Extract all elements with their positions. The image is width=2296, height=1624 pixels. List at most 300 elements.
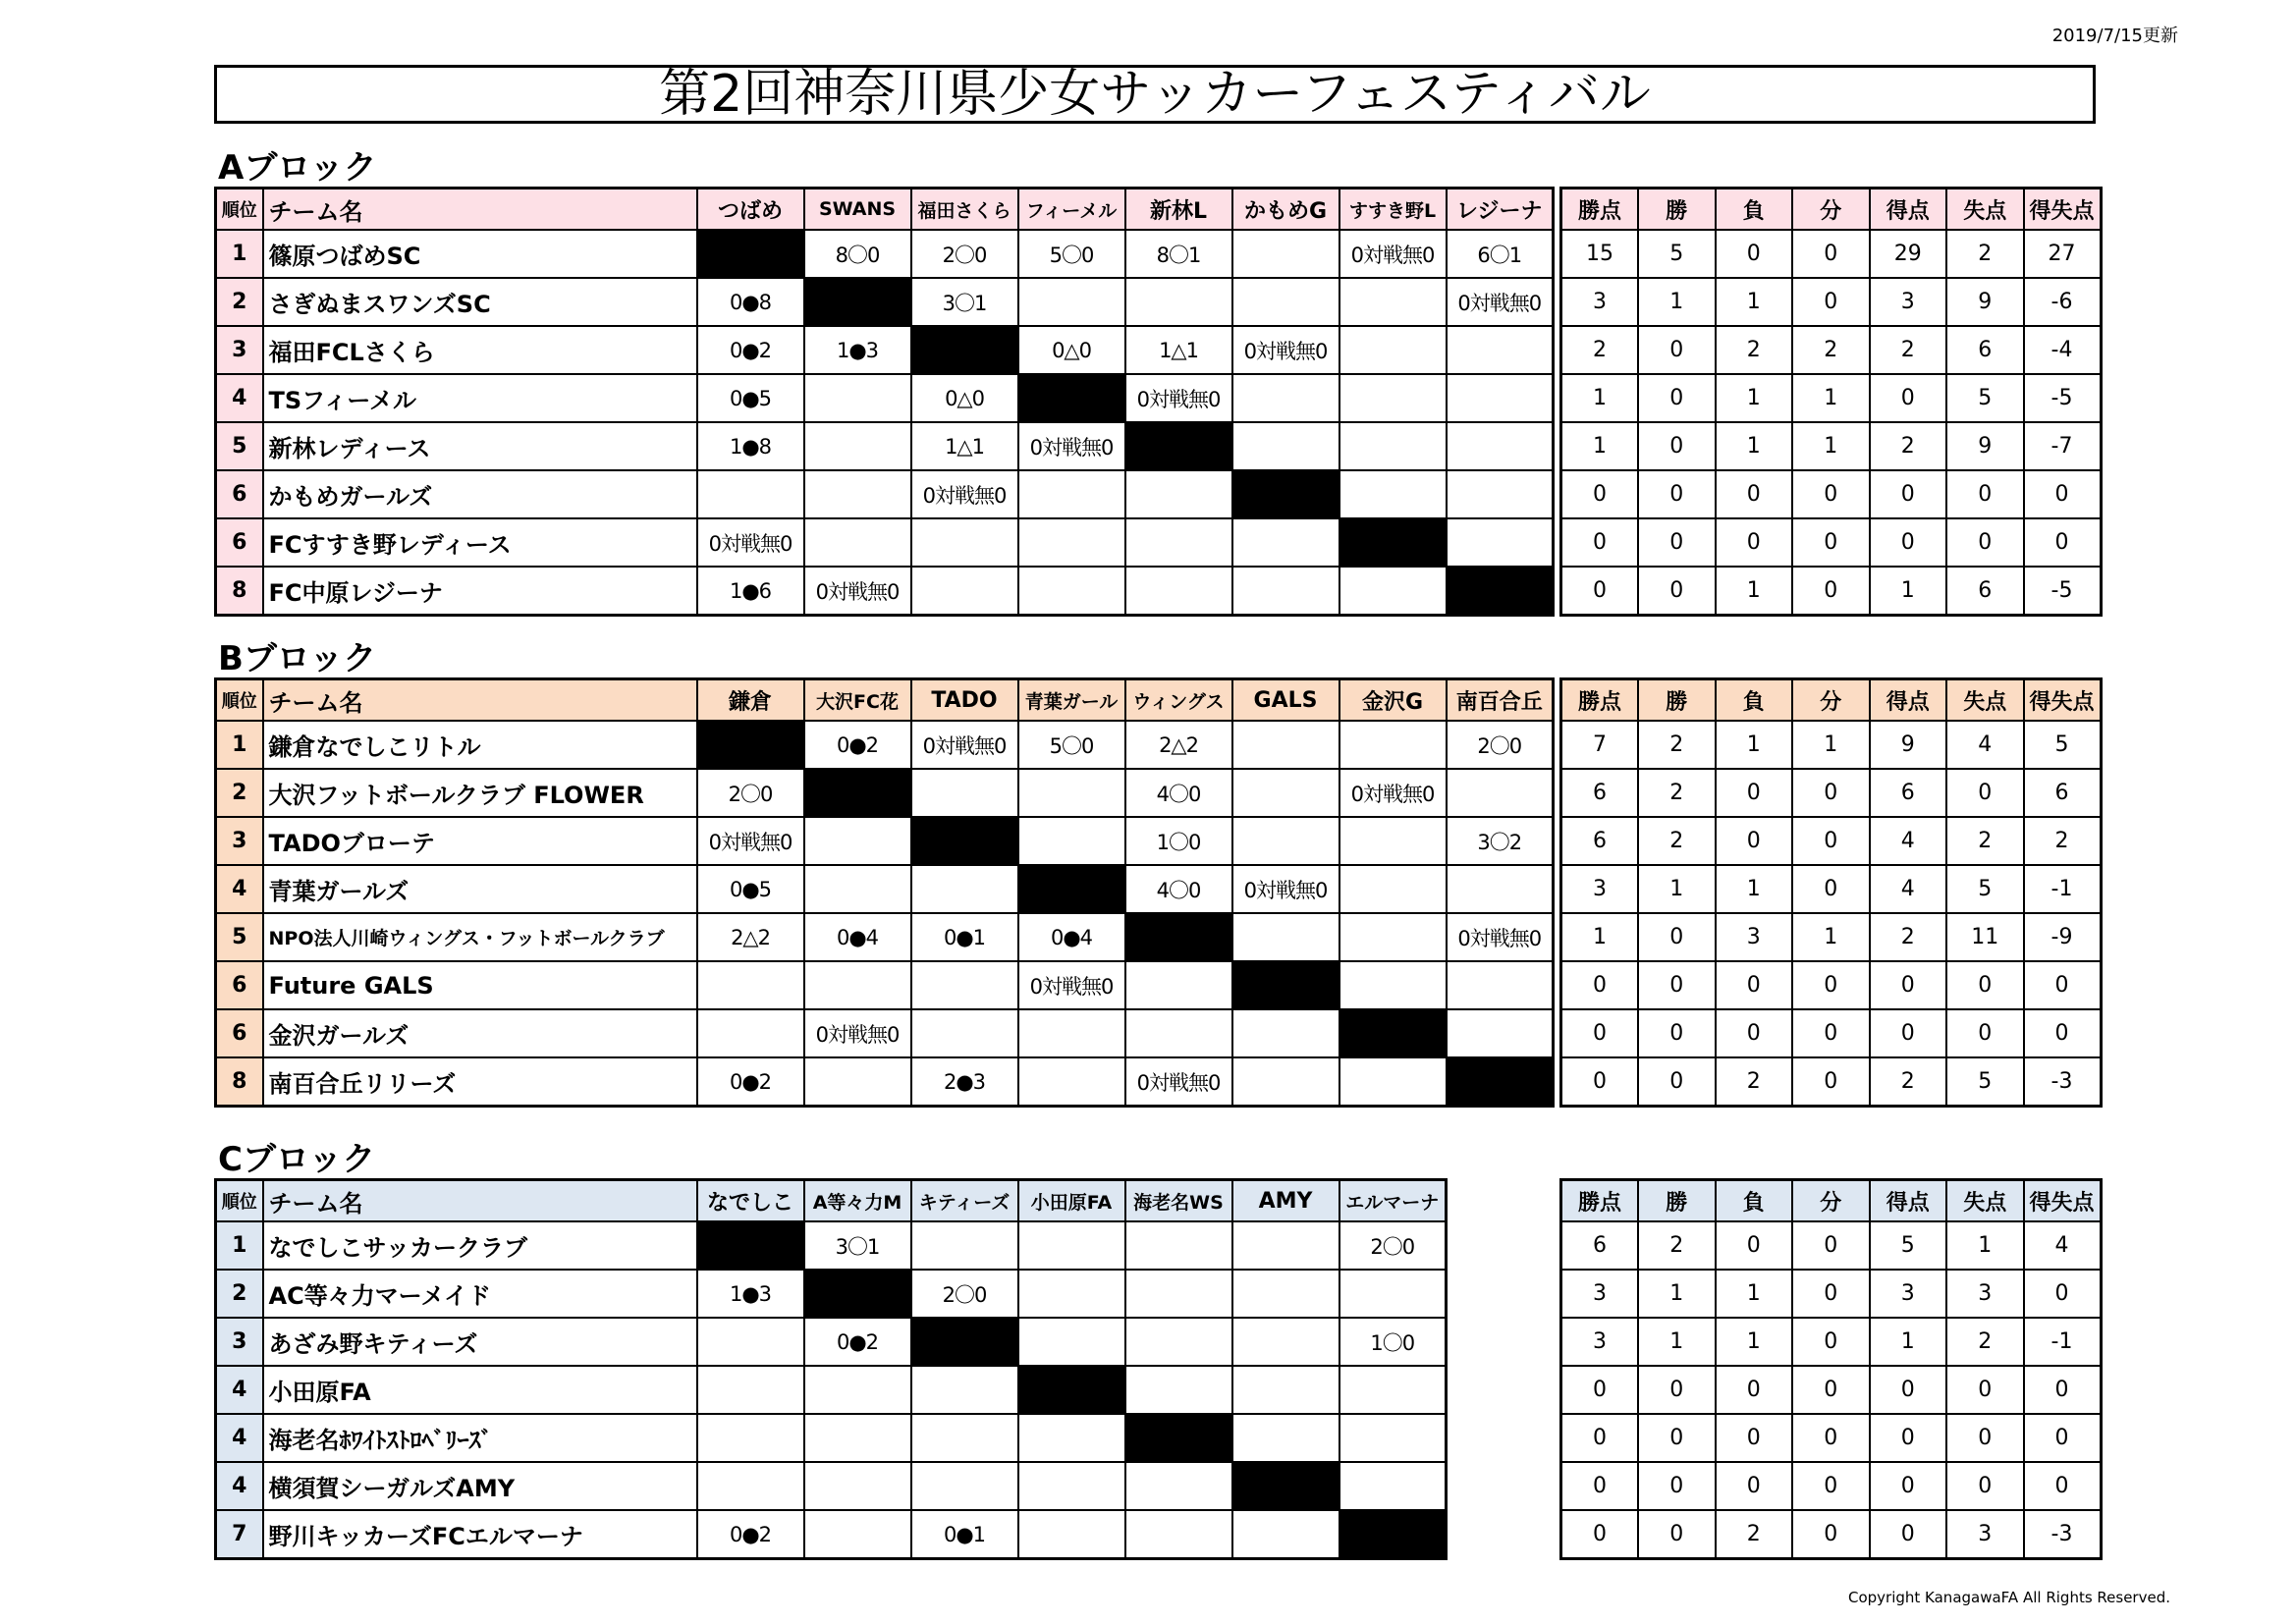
- stat-cell: 0: [2024, 1414, 2102, 1462]
- team-name: あざみ野キティーズ: [263, 1318, 697, 1366]
- stat-cell: 0: [1716, 1009, 1793, 1057]
- stat-cell: 0: [1716, 1414, 1793, 1462]
- result-cell: [911, 865, 1018, 913]
- stat-cell: 6: [1561, 1221, 1639, 1270]
- block-label: Cブロック: [218, 1140, 376, 1179]
- self-match-cell: [1339, 1510, 1447, 1559]
- rank-cell: 6: [216, 470, 263, 518]
- result-cell: 8〇0: [804, 230, 911, 278]
- stat-cell: 0: [1870, 470, 1947, 518]
- result-cell: [1018, 567, 1125, 616]
- result-cell: 1●3: [697, 1270, 804, 1318]
- result-cell: 0●5: [697, 374, 804, 422]
- stat-cell: -5: [2024, 374, 2102, 422]
- stat-cell: 2: [1946, 230, 2024, 278]
- stat-cell: 0: [1561, 1009, 1639, 1057]
- result-cell: [1125, 1366, 1232, 1414]
- team-row: [216, 1270, 1447, 1318]
- team-name: NPO法人川崎ウィングス・フットボールクラブ: [263, 913, 697, 961]
- result-cell: 4〇0: [1125, 769, 1232, 817]
- result-cell: 2〇0: [1339, 1221, 1447, 1270]
- stat-cell: 0: [1792, 961, 1870, 1009]
- stats-header: 分: [1792, 679, 1870, 722]
- result-cell: [804, 1462, 911, 1510]
- result-cell: 0対戦無0: [1125, 374, 1232, 422]
- opponent-header: 小田原FA: [1018, 1180, 1125, 1222]
- team-row: [216, 422, 1554, 470]
- rank-cell: 4: [216, 374, 263, 422]
- team-row: [216, 518, 1554, 567]
- rank-cell: 1: [216, 721, 263, 769]
- rank-cell: 4: [216, 865, 263, 913]
- result-cell: [1232, 1270, 1339, 1318]
- opponent-header: つばめ: [697, 189, 804, 231]
- stat-cell: 4: [1946, 721, 2024, 769]
- stat-cell: 0: [1638, 422, 1716, 470]
- rank-cell: 6: [216, 1009, 263, 1057]
- stats-row: [1561, 470, 2102, 518]
- stats-header: 勝: [1638, 1180, 1716, 1222]
- result-cell: [804, 1510, 911, 1559]
- stat-cell: 0: [1792, 518, 1870, 567]
- stats-header: 負: [1716, 679, 1793, 722]
- team-row: [216, 1510, 1447, 1559]
- stat-cell: 0: [1561, 1510, 1639, 1559]
- result-cell: [1232, 1414, 1339, 1462]
- result-cell: [804, 1366, 911, 1414]
- result-cell: [1018, 1221, 1125, 1270]
- stat-cell: 9: [1946, 422, 2024, 470]
- stat-cell: 0: [1561, 1366, 1639, 1414]
- result-cell: 0対戦無0: [1125, 1057, 1232, 1107]
- stats-header: 勝: [1638, 679, 1716, 722]
- stat-cell: 1: [1792, 721, 1870, 769]
- stat-cell: 5: [1638, 230, 1716, 278]
- page-title: 第2回神奈川県少女サッカーフェスティバル: [214, 65, 2096, 124]
- stats-header: 負: [1716, 1180, 1793, 1222]
- stat-cell: 29: [1870, 230, 1947, 278]
- stat-cell: 2: [1870, 422, 1947, 470]
- self-match-cell: [1018, 374, 1125, 422]
- stat-cell: 0: [1716, 470, 1793, 518]
- team-row: [216, 278, 1554, 326]
- self-match-cell: [911, 326, 1018, 374]
- stat-cell: 0: [1638, 470, 1716, 518]
- stat-cell: 0: [2024, 1366, 2102, 1414]
- result-cell: [911, 1366, 1018, 1414]
- result-cell: 0対戦無0: [1339, 769, 1447, 817]
- team-row: [216, 374, 1554, 422]
- self-match-cell: [1232, 1462, 1339, 1510]
- team-name: AC等々力マーメイド: [263, 1270, 697, 1318]
- team-row: [216, 769, 1554, 817]
- result-cell: [804, 518, 911, 567]
- result-cell: [1018, 1318, 1125, 1366]
- stats-row: [1561, 422, 2102, 470]
- result-cell: [1232, 278, 1339, 326]
- result-cell: [1232, 1318, 1339, 1366]
- stat-cell: 0: [1561, 1462, 1639, 1510]
- stat-cell: 0: [1638, 913, 1716, 961]
- stat-cell: 5: [1870, 1221, 1947, 1270]
- rank-cell: 8: [216, 567, 263, 616]
- stat-cell: 3: [1946, 1270, 2024, 1318]
- stat-cell: 3: [1561, 278, 1639, 326]
- rank-header: 順位: [216, 679, 263, 722]
- result-cell: [1447, 326, 1554, 374]
- stats-header-row: [1561, 189, 2102, 231]
- opponent-header: A等々力M: [804, 1180, 911, 1222]
- result-cell: [1232, 721, 1339, 769]
- stats-header: 得点: [1870, 679, 1947, 722]
- result-cell: [1125, 1462, 1232, 1510]
- result-cell: 2△2: [697, 913, 804, 961]
- stat-cell: 2: [2024, 817, 2102, 865]
- stat-cell: -5: [2024, 567, 2102, 616]
- team-name: 横須賀シーガルズAMY: [263, 1462, 697, 1510]
- team-header: チーム名: [263, 1180, 697, 1222]
- stat-cell: -1: [2024, 865, 2102, 913]
- result-cell: [1447, 865, 1554, 913]
- stat-cell: 0: [1561, 961, 1639, 1009]
- team-row: [216, 230, 1554, 278]
- stat-cell: 1: [1716, 865, 1793, 913]
- stats-row: [1561, 230, 2102, 278]
- result-cell: [1339, 470, 1447, 518]
- stat-cell: 1: [1638, 1318, 1716, 1366]
- stats-header: 勝: [1638, 189, 1716, 231]
- result-cell: [804, 961, 911, 1009]
- stat-cell: 0: [1792, 1270, 1870, 1318]
- result-cell: [1339, 1414, 1447, 1462]
- result-cell: [1018, 769, 1125, 817]
- stat-cell: 9: [1870, 721, 1947, 769]
- result-cell: 8〇1: [1125, 230, 1232, 278]
- result-cell: 2△2: [1125, 721, 1232, 769]
- stat-cell: 7: [1561, 721, 1639, 769]
- team-name: 新林レディース: [263, 422, 697, 470]
- result-cell: 0●8: [697, 278, 804, 326]
- stat-cell: 0: [1638, 1366, 1716, 1414]
- stats-header: 得失点: [2024, 679, 2102, 722]
- result-cell: 0△0: [911, 374, 1018, 422]
- stat-cell: 2: [1870, 326, 1947, 374]
- self-match-cell: [1125, 913, 1232, 961]
- header-row: [216, 679, 1554, 722]
- stat-cell: 0: [1870, 518, 1947, 567]
- stat-cell: 1: [1716, 1318, 1793, 1366]
- header-row: [216, 1180, 1447, 1222]
- self-match-cell: [697, 721, 804, 769]
- result-cell: 1〇0: [1339, 1318, 1447, 1366]
- result-cell: 6〇1: [1447, 230, 1554, 278]
- result-cell: 0対戦無0: [804, 567, 911, 616]
- result-cell: 0対戦無0: [697, 817, 804, 865]
- result-cell: 2●3: [911, 1057, 1018, 1107]
- stat-cell: 3: [1946, 1510, 2024, 1559]
- result-cell: [1125, 1009, 1232, 1057]
- stat-cell: 0: [1561, 1414, 1639, 1462]
- team-name: 篠原つばめSC: [263, 230, 697, 278]
- stat-cell: 3: [1561, 1270, 1639, 1318]
- result-cell: [1339, 913, 1447, 961]
- opponent-header: キティーズ: [911, 1180, 1018, 1222]
- stats-header: 分: [1792, 1180, 1870, 1222]
- stat-cell: 0: [1561, 518, 1639, 567]
- result-cell: [911, 1462, 1018, 1510]
- result-cell: [1447, 961, 1554, 1009]
- result-cell: 3〇1: [804, 1221, 911, 1270]
- result-cell: 0対戦無0: [1447, 278, 1554, 326]
- stat-cell: 2: [1638, 769, 1716, 817]
- stat-cell: 2: [1638, 1221, 1716, 1270]
- rank-cell: 5: [216, 422, 263, 470]
- stats-header: 分: [1792, 189, 1870, 231]
- stat-cell: 0: [1638, 1510, 1716, 1559]
- result-cell: [1232, 1221, 1339, 1270]
- result-cell: [1018, 1009, 1125, 1057]
- opponent-header: 大沢FC花: [804, 679, 911, 722]
- result-cell: [1447, 470, 1554, 518]
- result-cell: 5〇0: [1018, 230, 1125, 278]
- self-match-cell: [697, 1221, 804, 1270]
- result-cell: [1339, 422, 1447, 470]
- opponent-header: フィーメル: [1018, 189, 1125, 231]
- opponent-header: 新林L: [1125, 189, 1232, 231]
- team-name: さぎぬまスワンズSC: [263, 278, 697, 326]
- stat-cell: 27: [2024, 230, 2102, 278]
- stat-cell: 2: [1792, 326, 1870, 374]
- team-name: 小田原FA: [263, 1366, 697, 1414]
- stat-cell: -9: [2024, 913, 2102, 961]
- team-row: [216, 1414, 1447, 1462]
- stat-cell: 0: [1638, 326, 1716, 374]
- stats-header: 失点: [1946, 679, 2024, 722]
- result-cell: 0●5: [697, 865, 804, 913]
- block-label: Aブロック: [218, 148, 377, 188]
- result-cell: 2〇0: [911, 1270, 1018, 1318]
- result-cell: 0△0: [1018, 326, 1125, 374]
- result-cell: [911, 518, 1018, 567]
- stat-cell: 0: [1792, 769, 1870, 817]
- rank-cell: 2: [216, 769, 263, 817]
- result-cell: [697, 1414, 804, 1462]
- stat-cell: 1: [1792, 913, 1870, 961]
- stat-cell: -3: [2024, 1057, 2102, 1107]
- result-cell: 2〇0: [911, 230, 1018, 278]
- team-name: 金沢ガールズ: [263, 1009, 697, 1057]
- stats-row: [1561, 1510, 2102, 1559]
- team-name: TADOブローテ: [263, 817, 697, 865]
- stats-header: 得失点: [2024, 189, 2102, 231]
- stat-cell: 1: [1638, 865, 1716, 913]
- rank-cell: 3: [216, 326, 263, 374]
- stat-cell: 1: [1561, 913, 1639, 961]
- stat-cell: 0: [1716, 817, 1793, 865]
- stat-cell: 2: [1870, 913, 1947, 961]
- self-match-cell: [1125, 422, 1232, 470]
- self-match-cell: [804, 769, 911, 817]
- result-cell: 0●4: [804, 913, 911, 961]
- header-row: [216, 189, 1554, 231]
- stats-row: [1561, 1009, 2102, 1057]
- result-cell: [1339, 567, 1447, 616]
- self-match-cell: [911, 1318, 1018, 1366]
- team-row: [216, 1057, 1554, 1107]
- result-cell: [1447, 518, 1554, 567]
- stat-cell: 1: [1870, 1318, 1947, 1366]
- stat-cell: -3: [2024, 1510, 2102, 1559]
- result-cell: [1339, 865, 1447, 913]
- stat-cell: 1: [1638, 278, 1716, 326]
- result-cell: [1018, 470, 1125, 518]
- result-cell: [1018, 1510, 1125, 1559]
- result-cell: 0●2: [804, 1318, 911, 1366]
- stat-cell: 0: [1792, 817, 1870, 865]
- result-cell: 0対戦無0: [911, 470, 1018, 518]
- stat-cell: 1: [1716, 1270, 1793, 1318]
- result-cell: [804, 422, 911, 470]
- stat-cell: -1: [2024, 1318, 2102, 1366]
- stats-row: [1561, 374, 2102, 422]
- stat-cell: 1: [1716, 567, 1793, 616]
- team-name: 大沢フットボールクラブ FLOWER: [263, 769, 697, 817]
- stat-cell: 0: [1792, 1414, 1870, 1462]
- result-cell: [1339, 961, 1447, 1009]
- stat-cell: 0: [1792, 1366, 1870, 1414]
- rank-cell: 7: [216, 1510, 263, 1559]
- stat-cell: 0: [1638, 567, 1716, 616]
- stat-cell: 0: [1870, 374, 1947, 422]
- opponent-header: ウィングス: [1125, 679, 1232, 722]
- stat-cell: 0: [1946, 518, 2024, 567]
- stat-cell: 4: [1870, 865, 1947, 913]
- stat-cell: 4: [1870, 817, 1947, 865]
- stat-cell: 5: [2024, 721, 2102, 769]
- team-row: [216, 470, 1554, 518]
- stats-header: 失点: [1946, 1180, 2024, 1222]
- team-name: 青葉ガールズ: [263, 865, 697, 913]
- stats-header: 得点: [1870, 189, 1947, 231]
- stat-cell: 0: [1946, 1009, 2024, 1057]
- stats-header: 負: [1716, 189, 1793, 231]
- self-match-cell: [804, 278, 911, 326]
- result-cell: 0●2: [804, 721, 911, 769]
- result-cell: [1339, 374, 1447, 422]
- stat-cell: 9: [1946, 278, 2024, 326]
- rank-cell: 8: [216, 1057, 263, 1107]
- stats-row: [1561, 817, 2102, 865]
- result-cell: [1125, 961, 1232, 1009]
- stat-cell: 4: [2024, 1221, 2102, 1270]
- stat-cell: 6: [1946, 567, 2024, 616]
- stats-row: [1561, 1057, 2102, 1107]
- stats-row: [1561, 961, 2102, 1009]
- stat-cell: 0: [1561, 1057, 1639, 1107]
- stat-cell: 2: [1561, 326, 1639, 374]
- opponent-header: TADO: [911, 679, 1018, 722]
- result-cell: 1●8: [697, 422, 804, 470]
- stat-cell: 0: [2024, 1462, 2102, 1510]
- result-cell: 0対戦無0: [1018, 961, 1125, 1009]
- result-cell: [697, 1009, 804, 1057]
- stat-cell: 0: [1792, 567, 1870, 616]
- result-cell: [697, 1366, 804, 1414]
- stat-cell: 1: [1716, 721, 1793, 769]
- stat-cell: 0: [1792, 1221, 1870, 1270]
- stats-row: [1561, 1414, 2102, 1462]
- stat-cell: 0: [1946, 1414, 2024, 1462]
- stat-cell: 2: [1870, 1057, 1947, 1107]
- stat-cell: 0: [1716, 1221, 1793, 1270]
- stats-row: [1561, 1270, 2102, 1318]
- result-cell: [804, 470, 911, 518]
- stat-cell: 1: [1561, 422, 1639, 470]
- stats-table: [1559, 677, 2103, 1108]
- stat-cell: 0: [1716, 230, 1793, 278]
- result-cell: [1232, 230, 1339, 278]
- stat-cell: 0: [1792, 278, 1870, 326]
- team-header: チーム名: [263, 189, 697, 231]
- rank-cell: 6: [216, 961, 263, 1009]
- team-row: [216, 1462, 1447, 1510]
- rank-cell: 1: [216, 1221, 263, 1270]
- team-name: なでしこサッカークラブ: [263, 1221, 697, 1270]
- team-row: [216, 567, 1554, 616]
- team-row: [216, 1009, 1554, 1057]
- result-cell: [804, 374, 911, 422]
- result-cell: [1125, 1270, 1232, 1318]
- stats-row: [1561, 1462, 2102, 1510]
- stat-cell: 0: [1946, 961, 2024, 1009]
- stat-cell: 0: [1716, 1462, 1793, 1510]
- opponent-header: 南百合丘: [1447, 679, 1554, 722]
- league-table: [214, 1178, 1448, 1560]
- opponent-header: 海老名WS: [1125, 1180, 1232, 1222]
- stat-cell: 0: [1946, 1366, 2024, 1414]
- stat-cell: 2: [1638, 721, 1716, 769]
- rank-header: 順位: [216, 1180, 263, 1222]
- team-row: [216, 913, 1554, 961]
- stat-cell: 0: [1638, 518, 1716, 567]
- result-cell: 1〇0: [1125, 817, 1232, 865]
- team-row: [216, 961, 1554, 1009]
- stat-cell: 6: [1561, 769, 1639, 817]
- result-cell: 4〇0: [1125, 865, 1232, 913]
- stat-cell: -7: [2024, 422, 2102, 470]
- block-label: Bブロック: [218, 639, 377, 678]
- stat-cell: 0: [1946, 470, 2024, 518]
- result-cell: [1339, 817, 1447, 865]
- stats-row: [1561, 913, 2102, 961]
- stat-cell: -4: [2024, 326, 2102, 374]
- result-cell: 0●4: [1018, 913, 1125, 961]
- self-match-cell: [1018, 1366, 1125, 1414]
- rank-cell: 4: [216, 1366, 263, 1414]
- rank-cell: 5: [216, 913, 263, 961]
- team-row: [216, 817, 1554, 865]
- self-match-cell: [1339, 1009, 1447, 1057]
- stat-cell: 5: [1946, 865, 2024, 913]
- stat-cell: 0: [1792, 1462, 1870, 1510]
- team-row: [216, 1366, 1447, 1414]
- stat-cell: 0: [1561, 470, 1639, 518]
- league-table: [214, 677, 1555, 1108]
- stat-cell: 0: [1870, 961, 1947, 1009]
- copyright: Copyright KanagawaFA All Rights Reserved.: [1847, 1589, 2170, 1606]
- stats-header-row: [1561, 1180, 2102, 1222]
- result-cell: [804, 1414, 911, 1462]
